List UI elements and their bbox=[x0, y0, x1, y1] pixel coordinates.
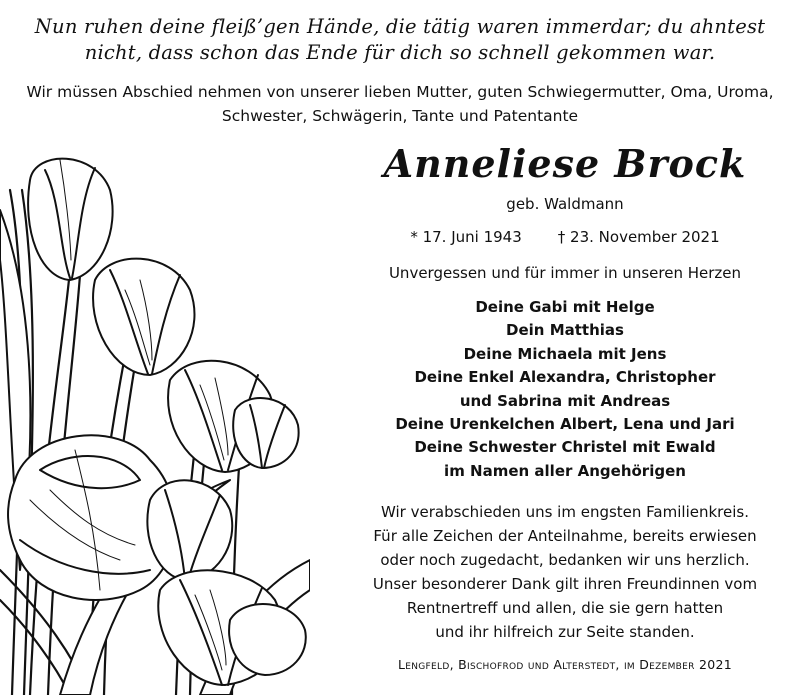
family-list bbox=[330, 296, 800, 483]
tulip-bouquet-icon bbox=[0, 150, 310, 695]
family-line: Deine Schwester Christel mit Ewald bbox=[414, 438, 716, 457]
closing-line: und ihr hilfreich zur Seite standen. bbox=[435, 623, 695, 641]
verse-line-1: Nun ruhen deine fleiß’gen Hände, die tätig waren immerdar; du ahntest bbox=[34, 15, 766, 38]
place-and-date: Lengfeld, Bischofrod und Alterstedt, im Dezember 2021 bbox=[398, 657, 732, 672]
closing-text bbox=[330, 500, 800, 644]
closing-line: Für alle Zeichen der Anteilnahme, bereits erwiesen bbox=[373, 527, 757, 545]
closing-line: Rentnertreff und allen, die sie gern hatten bbox=[406, 599, 724, 617]
birth-date: * 17. Juni 1943 bbox=[410, 228, 522, 246]
intro-line-1: Wir müssen Abschied nehmen von unserer lieben Mutter, guten Schwiegermutter, Oma, Uroma, bbox=[26, 83, 774, 101]
farewell-intro bbox=[0, 80, 800, 128]
memorial-verse bbox=[0, 14, 800, 66]
memory-line: Unvergessen und für immer in unseren Herzen bbox=[388, 264, 742, 282]
family-line: und Sabrina mit Andreas bbox=[459, 391, 671, 410]
birth-name: geb. Waldmann bbox=[506, 195, 624, 213]
closing-line: Unser besonderer Dank gilt ihren Freundinnen vom bbox=[372, 575, 758, 593]
family-line: Deine Gabi mit Helge bbox=[475, 298, 655, 316]
closing-line: oder noch zugedacht, bedanken wir uns herzlich. bbox=[380, 551, 750, 569]
life-dates bbox=[330, 226, 800, 248]
intro-line-2: Schwester, Schwägerin, Tante und Patentante bbox=[221, 107, 579, 125]
deceased-name: Anneliese Brock bbox=[383, 141, 747, 186]
family-line: Deine Urenkelchen Albert, Lena und Jari bbox=[395, 415, 735, 434]
family-line: Dein Matthias bbox=[506, 321, 624, 340]
verse-line-2: nicht, dass schon das Ende für dich so schnell gekommen war. bbox=[84, 41, 716, 64]
family-line: Deine Michaela mit Jens bbox=[463, 344, 667, 363]
closing-line: Wir verabschieden uns im engsten Familienkreis. bbox=[381, 503, 749, 521]
family-line: Deine Enkel Alexandra, Christopher bbox=[414, 368, 716, 387]
family-line: im Namen aller Angehörigen bbox=[444, 461, 686, 480]
death-date: † 23. November 2021 bbox=[557, 228, 720, 246]
